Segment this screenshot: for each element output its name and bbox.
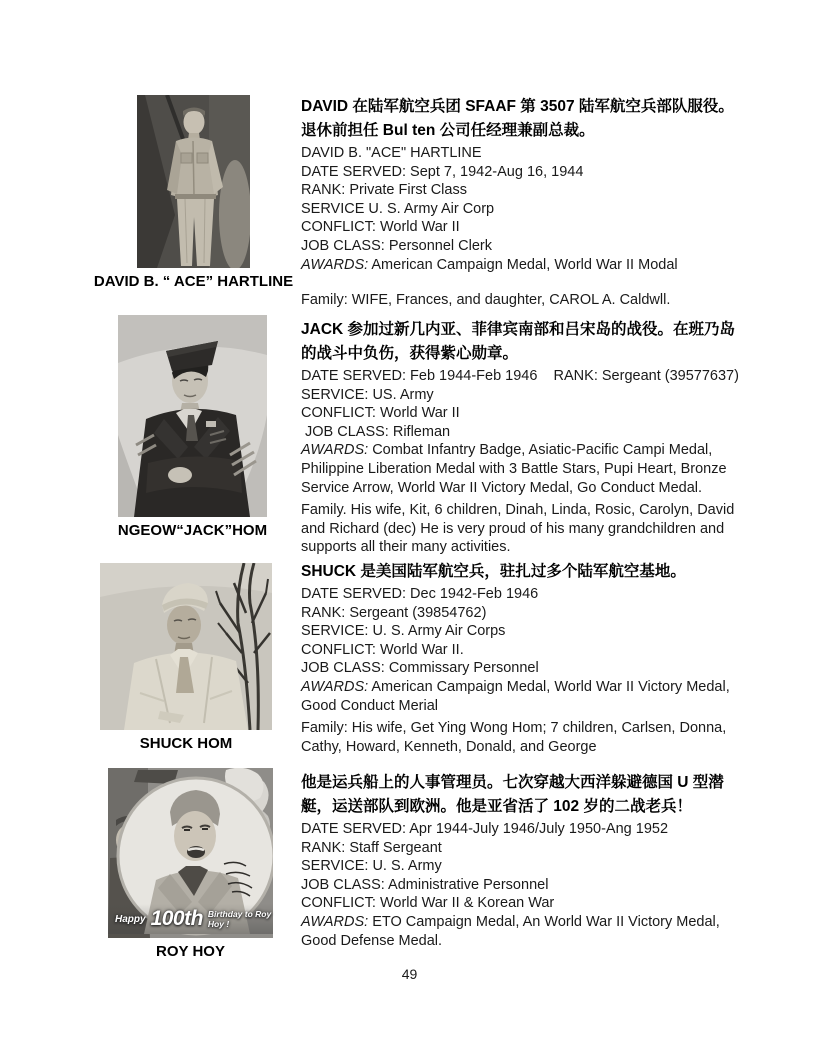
detail-line: CONFLICT: World War II	[301, 219, 460, 236]
entry-intro-shuck-hom: SHUCK 是美国陆军航空兵，驻扎过多个陆军航空基地。	[301, 563, 686, 580]
detail-line: DAVID B. "ACE" HARTLINE	[301, 145, 482, 161]
detail-line: JOB CLASS: Rifleman	[301, 423, 451, 440]
awards-label: AWARDS:	[301, 913, 369, 930]
detail-line: DATE SERVED: Apr 1944-July 1946/July 1950-Ang 1952	[301, 821, 669, 837]
family-text-jack-hom: Family. His wife, Kit, 6 children, Dinah, Linda, Rosic, Carolyn, David and Richard (dec) He is very proud of his many grandchildren and supports all their many activities.	[301, 502, 735, 556]
entry-details-hartline	[301, 144, 743, 256]
photo-jack-hom-image	[118, 315, 267, 517]
awards-line-jack-hom	[301, 441, 743, 497]
detail-line: DATE SERVED: Feb 1944-Feb 1946 RANK: Sergeant (39577637)	[301, 368, 739, 384]
awards-label: AWARDS:	[301, 442, 369, 459]
awards-line-shuck-hom	[301, 678, 743, 715]
detail-line: JOB CLASS: Administrative Personnel	[301, 876, 549, 893]
detail-line: RANK: Private First Class	[301, 182, 467, 199]
photo-roy-hoy	[108, 768, 273, 960]
entry-details-shuck-hom	[301, 585, 743, 678]
photo-ngeow-jack-hom	[117, 315, 268, 539]
page-number: 49	[401, 966, 418, 982]
photo-shuck-hom	[100, 563, 272, 752]
detail-line: JOB CLASS: Personnel Clerk	[301, 237, 492, 254]
detail-line: DATE SERVED: Sept 7, 1942-Aug 16, 1944	[301, 163, 584, 180]
photo-caption-roy-hoy: ROY HOY	[156, 943, 225, 960]
awards-line-hartline	[301, 256, 743, 275]
awards-text: American Campaign Medal, World War II Victory Medal, Good Conduct Merial	[301, 678, 734, 714]
detail-line: SERVICE: U. S. Army Air Corps	[301, 623, 506, 640]
photo-shuck-hom-image	[100, 563, 272, 730]
awards-text: American Campaign Medal, World War II Modal	[371, 256, 678, 273]
overlay-100th-text: 100th	[150, 907, 203, 930]
detail-line: CONFLICT: World War II.	[301, 641, 464, 658]
detail-line: CONFLICT: World War II & Korean War	[301, 895, 555, 912]
photo-overlay-banner	[108, 904, 273, 934]
awards-text: ETO Campaign Medal, An World War II Victory Medal, Good Defense Medal.	[301, 913, 724, 949]
detail-line: CONFLICT: World War II	[301, 405, 460, 422]
entry-details-jack-hom	[301, 367, 743, 441]
detail-line: RANK: Sergeant (39854762)	[301, 604, 487, 621]
awards-line-roy-hoy	[301, 913, 743, 950]
entry-text-jack-hom	[301, 318, 743, 557]
photo-caption-jack-hom: NGEOW“JACK”HOM	[117, 522, 268, 539]
detail-line: SERVICE: US. Army	[301, 386, 434, 403]
entry-text-shuck-hom	[301, 560, 743, 756]
awards-label: AWARDS:	[301, 678, 369, 695]
detail-line: SERVICE U. S. Army Air Corp	[301, 200, 495, 217]
detail-line: JOB CLASS: Commissary Personnel	[301, 660, 539, 677]
overlay-birthday-text: Birthday to Roy Hoy !	[207, 909, 272, 929]
photo-caption-shuck-hom: SHUCK HOM	[139, 735, 233, 752]
detail-line: DATE SERVED: Dec 1942-Feb 1946	[301, 586, 539, 602]
awards-text: Combat Infantry Badge, Asiatic-Pacific Campi Medal, Philippine Liberation Medal with 3 Battle Stars, Pupi Heart, Bronze Service Arrow, World War II Victory Medal, Go Conduct Medal.	[301, 442, 731, 496]
detail-line: SERVICE: U. S. Army	[301, 858, 442, 875]
entry-details-roy-hoy	[301, 820, 743, 913]
detail-line: RANK: Staff Sergeant	[301, 839, 442, 856]
photo-caption-hartline: DAVID B. “ ACE” HARTLINE	[93, 273, 294, 290]
photo-david-hartline	[93, 95, 294, 290]
entry-text-roy-hoy	[301, 771, 743, 950]
awards-label: AWARDS:	[301, 256, 369, 273]
photo-david-hartline-image	[137, 95, 250, 268]
family-text-hartline: Family: WIFE, Frances, and daughter, CAROL A. Caldwll.	[301, 292, 671, 309]
entry-intro-roy-hoy: 他是运兵船上的人事管理员。七次穿越大西洋躲避德国 U 型潜艇，运送部队到欧洲。他是亚省活了 102 岁的二战老兵！	[301, 774, 724, 815]
entry-intro-jack-hom: JACK 参加过新几内亚、菲律宾南部和吕宋岛的战役。在班乃岛的战斗中负伤，获得紫心勋章。	[301, 321, 736, 362]
entry-text-hartline	[301, 95, 743, 310]
entry-intro-hartline: DAVID 在陆军航空兵团 SFAAF 第 3507 陆军航空兵部队服役。退休前担任 Bul ten 公司任经理兼副总裁。	[301, 98, 734, 139]
overlay-happy-text: Happy	[115, 913, 146, 925]
family-text-shuck-hom: Family: His wife, Get Ying Wong Hom; 7 children, Carlsen, Donna, Cathy, Howard, Kenneth, Donald, and George	[301, 720, 727, 755]
